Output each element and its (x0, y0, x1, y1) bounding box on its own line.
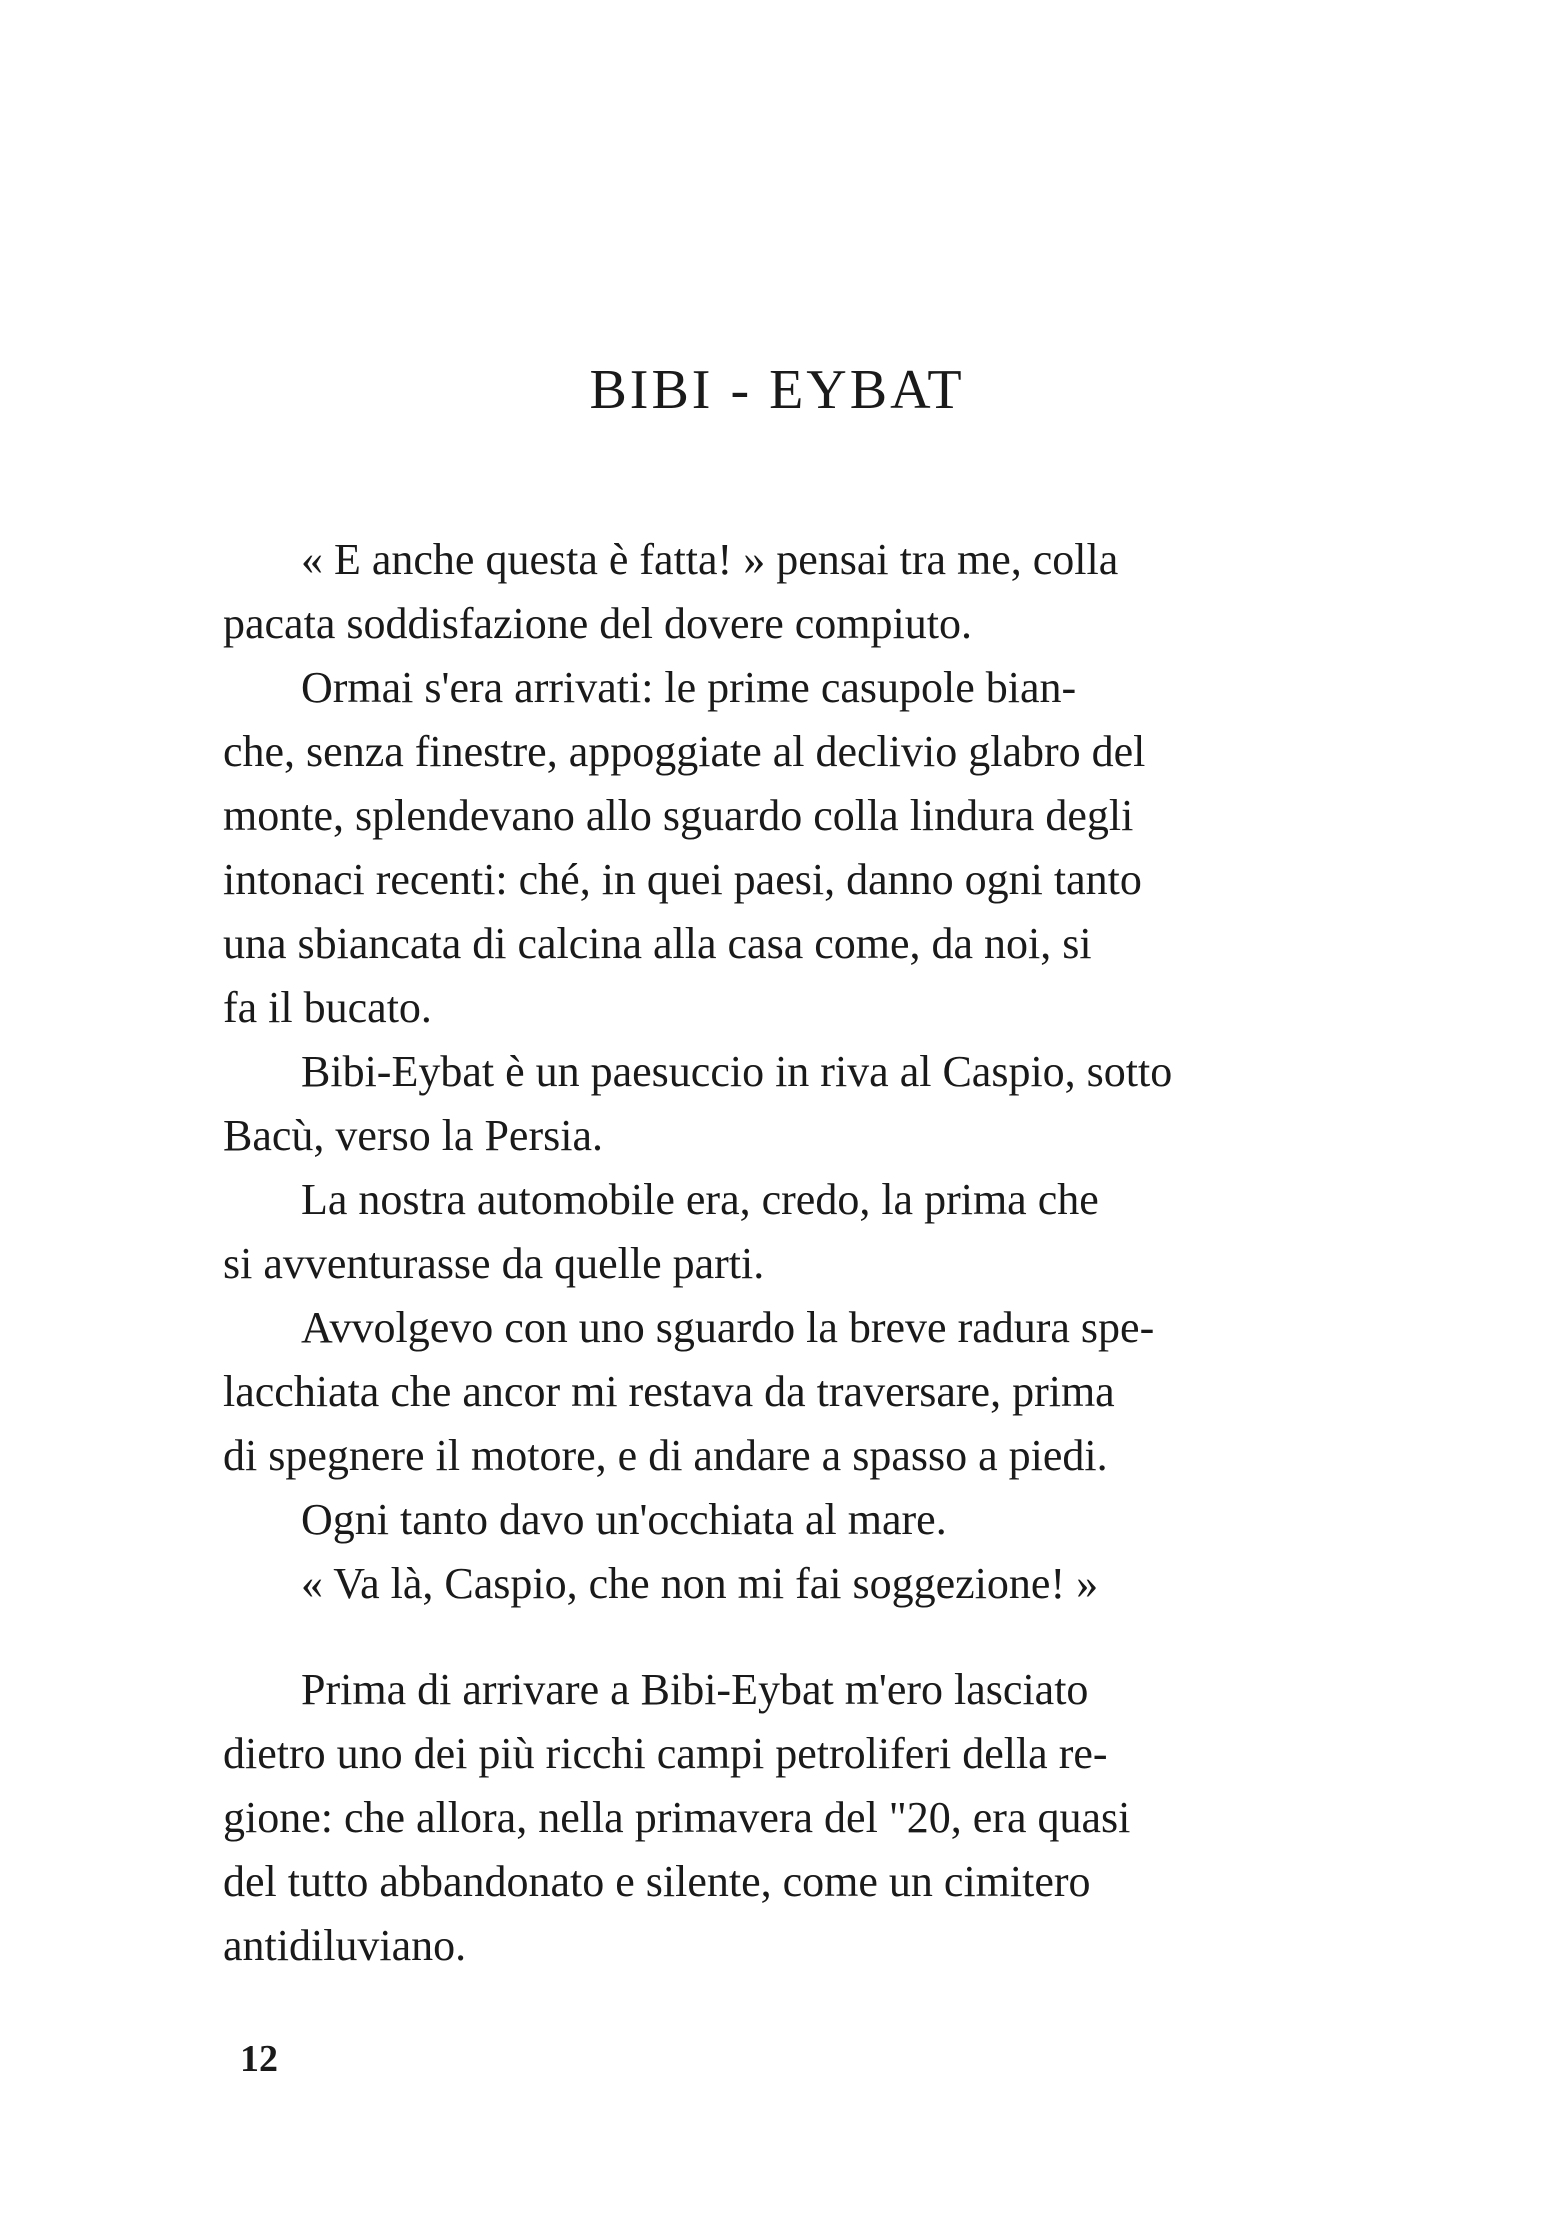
paragraph (223, 1488, 1351, 1552)
text-line: Prima di arrivare a Bibi-Eybat m'ero lasciato (301, 1665, 1089, 1714)
text-line: antidiluviano. (223, 1921, 467, 1970)
text-line: fa il bucato. (223, 983, 432, 1032)
text-line: Ogni tanto davo un'occhiata al mare. (301, 1495, 947, 1544)
paragraph (223, 1296, 1351, 1488)
text-line: « E anche questa è fatta! » pensai tra me, colla (301, 535, 1119, 584)
paragraph (223, 1040, 1351, 1168)
text-line: monte, splendevano allo sguardo colla lindura degli (223, 791, 1134, 840)
chapter-title: BIBI - EYBAT (589, 359, 965, 421)
text-line: Bacù, verso la Persia. (223, 1111, 603, 1160)
text-line: del tutto abbandonato e silente, come un cimitero (223, 1857, 1091, 1906)
paragraph (223, 528, 1351, 656)
text-line: una sbiancata di calcina alla casa come, da noi, si (223, 919, 1092, 968)
text-line: intonaci recenti: ché, in quei paesi, danno ogni tanto (223, 855, 1142, 904)
text-line: lacchiata che ancor mi restava da traversare, prima (223, 1367, 1115, 1416)
text-line: di spegnere il motore, e di andare a spasso a piedi. (223, 1431, 1108, 1480)
text-line: Ormai s'era arrivati: le prime casupole bian- (301, 663, 1077, 712)
text-line: Bibi-Eybat è un paesuccio in riva al Caspio, sotto (301, 1047, 1173, 1096)
text-line: Avvolgevo con uno sguardo la breve radura spe- (301, 1303, 1155, 1352)
text-line: dietro uno dei più ricchi campi petroliferi della re- (223, 1729, 1108, 1778)
text-line: pacata soddisfazione del dovere compiuto. (223, 599, 972, 648)
paragraph (223, 1552, 1351, 1616)
text-line: gione: che allora, nella primavera del "20, era quasi (223, 1793, 1131, 1842)
page-number: 12 (240, 2038, 278, 2080)
text-block-2 (223, 1658, 1351, 1978)
text-line: La nostra automobile era, credo, la prima che (301, 1175, 1099, 1224)
text-line: « Va là, Caspio, che non mi fai soggezione! » (301, 1559, 1099, 1608)
text-line: si avventurasse da quelle parti. (223, 1239, 765, 1288)
paragraph (223, 1168, 1351, 1296)
paragraph (223, 656, 1351, 1040)
text-block-1 (223, 528, 1351, 1616)
paragraph (223, 1658, 1351, 1978)
text-line: che, senza finestre, appoggiate al declivio glabro del (223, 727, 1146, 776)
